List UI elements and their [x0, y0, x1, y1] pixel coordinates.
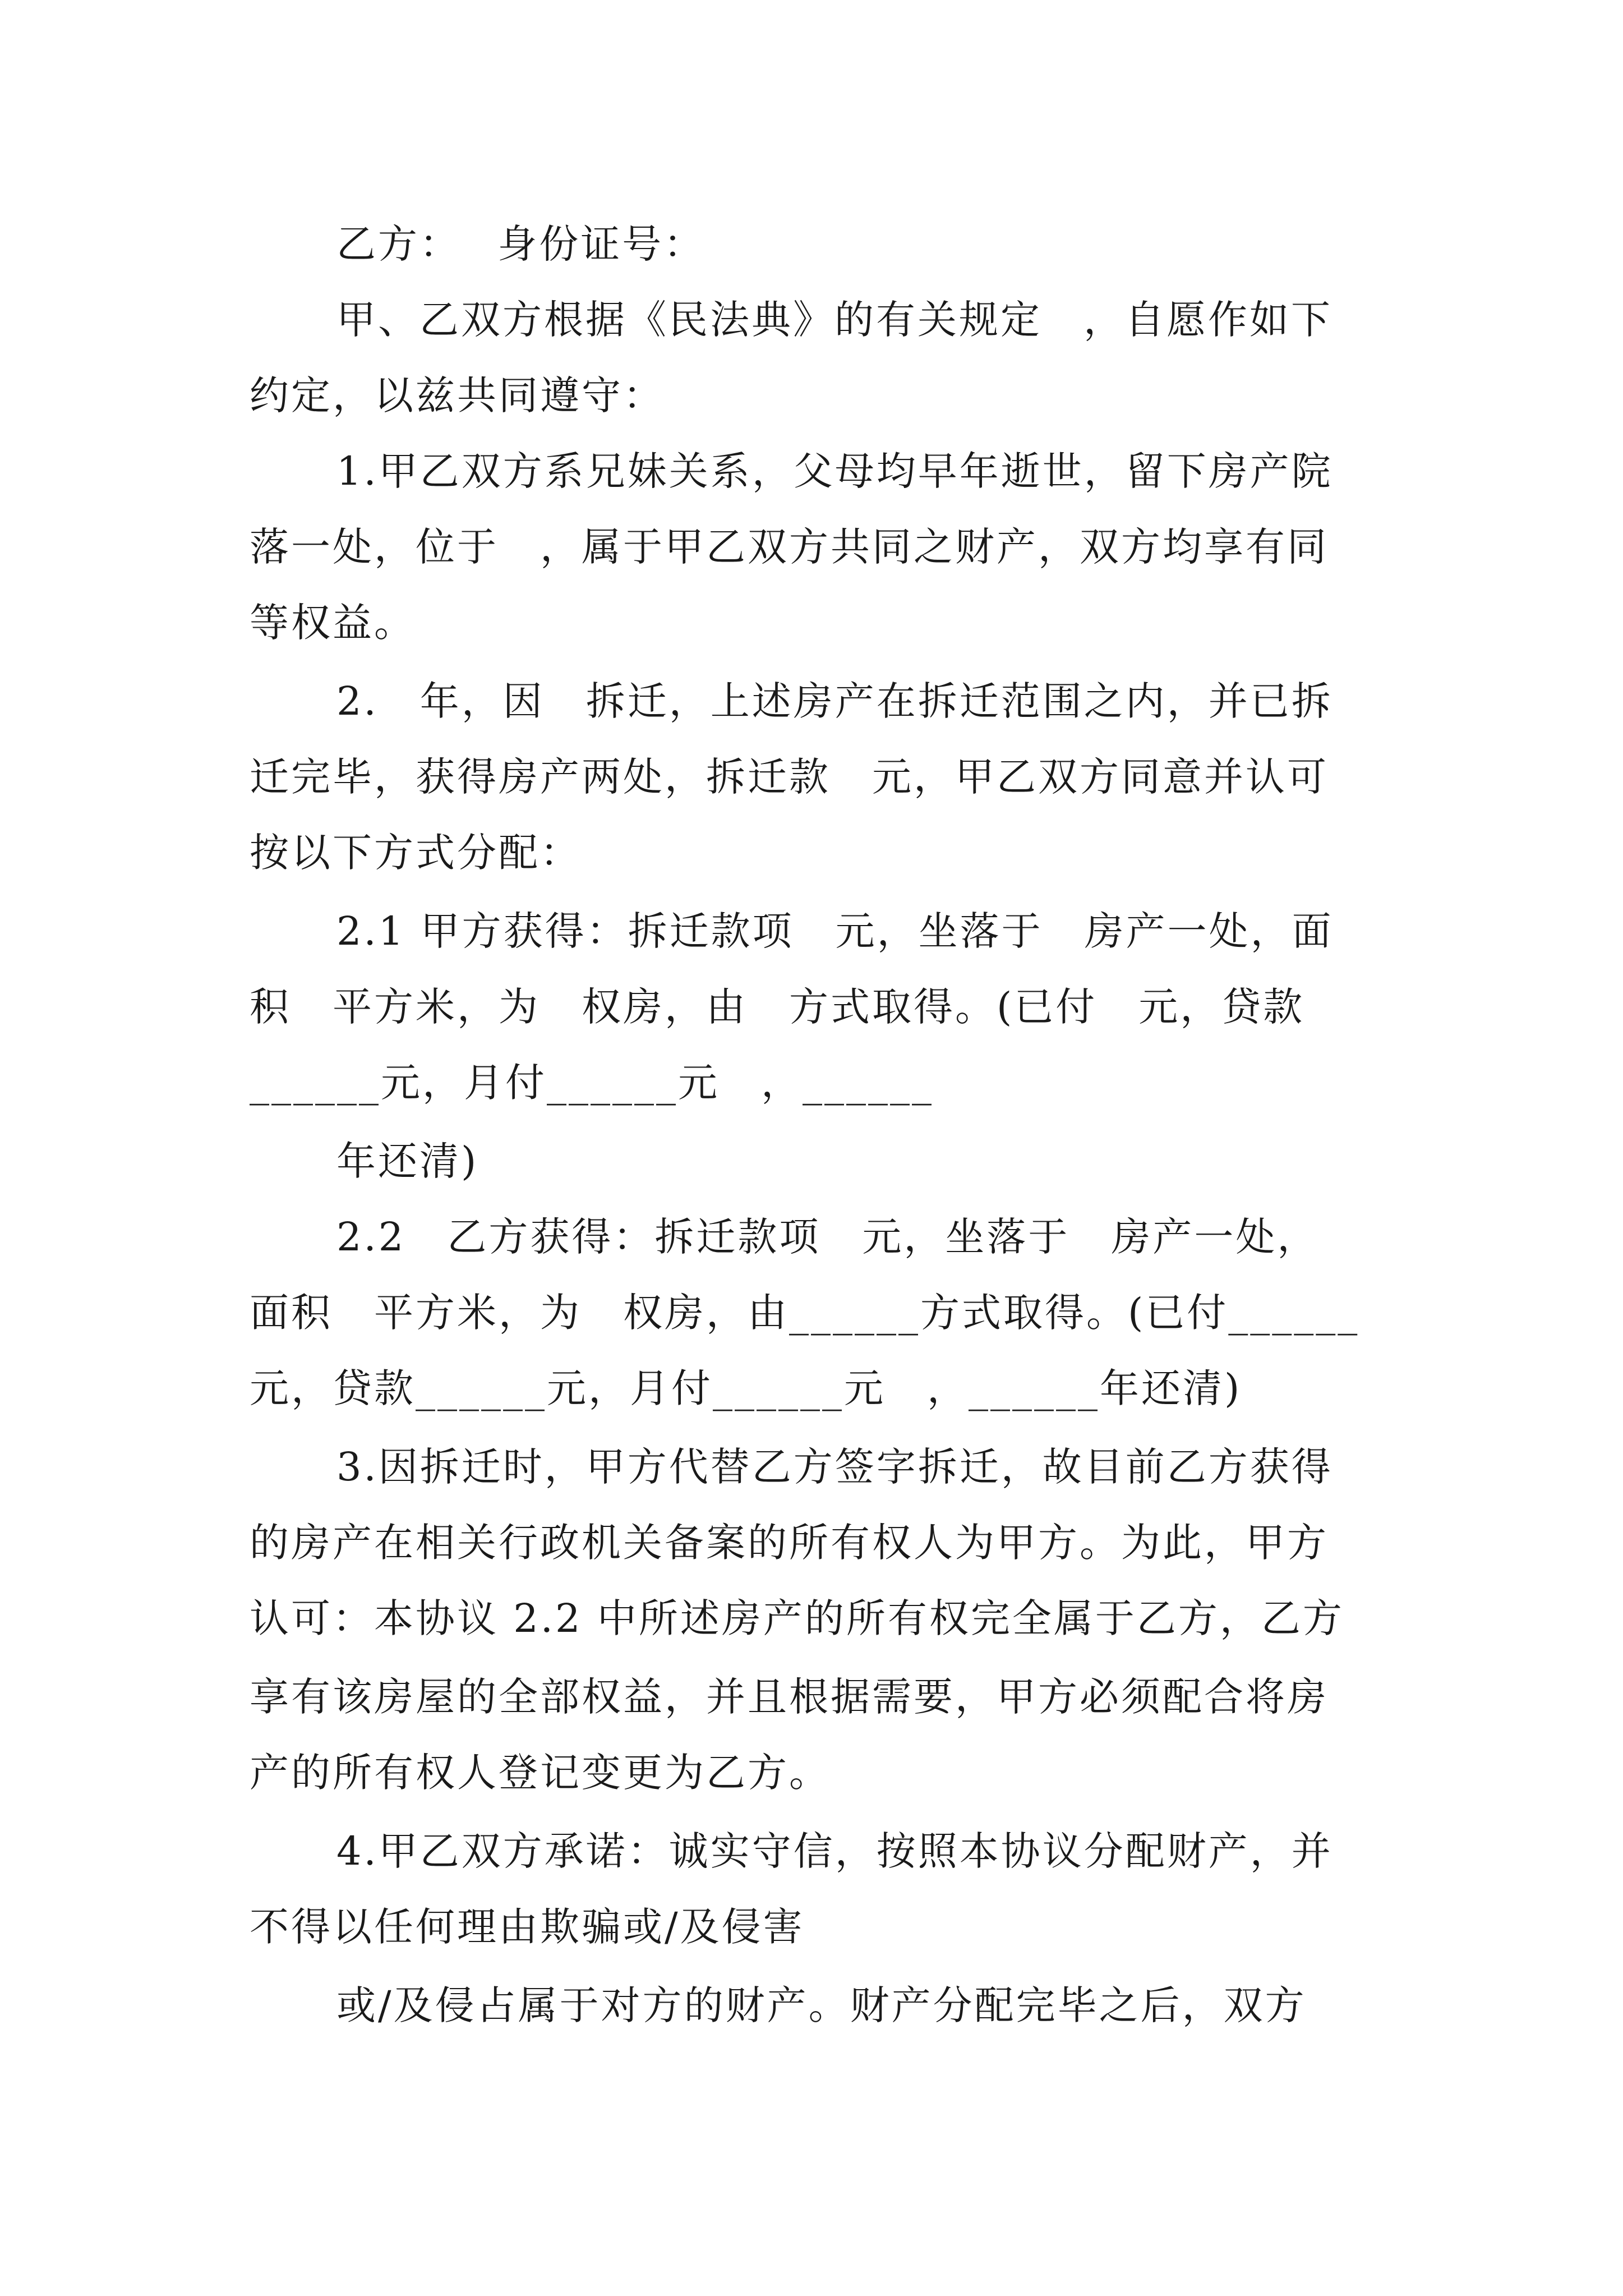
text-line: 面积 平方米，为 权房，由______方式取得。(已付______	[250, 1290, 1360, 1336]
text-line: 的房产在相关行政机关备案的所有权人为甲方。为此，甲方	[250, 1520, 1329, 1566]
text-line: 年还清)	[336, 1138, 479, 1184]
text-line: ______元，月付______元 ，______	[250, 1060, 934, 1106]
text-line: 1.甲乙双方系兄妹关系，父母均早年逝世，留下房产院	[336, 448, 1333, 494]
text-line: 积 平方米，为 权房，由 方式取得。(已付 元，贷款	[250, 984, 1305, 1030]
text-line: 迁完毕，获得房产两处，拆迁款 元，甲乙双方同意并认可	[250, 754, 1329, 800]
text-line: 元，贷款______元，月付______元 ，______年还清)	[250, 1365, 1242, 1411]
text-line: 落一处，位于 ，属于甲乙双方共同之财产，双方均享有同	[250, 524, 1329, 570]
text-line: 3.因拆迁时，甲方代替乙方签字拆迁，故目前乙方获得	[336, 1444, 1333, 1490]
text-line: 或/及侵占属于对方的财产。财产分配完毕之后，双方	[336, 1982, 1307, 2028]
text-line: 约定，以兹共同遵守：	[250, 372, 665, 418]
text-line: 按以下方式分配：	[250, 830, 582, 876]
text-line: 产的所有权人登记变更为乙方。	[250, 1750, 831, 1796]
text-line: 2.1 甲方获得：拆迁款项 元，坐落于 房产一处，面	[336, 908, 1334, 954]
text-line: 甲、乙双方根据《民法典》的有关规定 ，自愿作如下	[336, 297, 1332, 343]
text-line: 2.2 乙方获得：拆迁款项 元，坐落于 房产一处，	[336, 1214, 1319, 1260]
text-line: 乙方： 身份证号：	[336, 221, 706, 267]
text-line: 2. 年，因 拆迁，上述房产在拆迁范围之内，并已拆	[336, 678, 1333, 724]
text-line: 不得以任何理由欺骗或/及侵害	[250, 1904, 805, 1950]
text-line: 认可：本协议 2.2 中所述房产的所有权完全属于乙方，乙方	[250, 1595, 1344, 1641]
text-line: 享有该房屋的全部权益，并且根据需要，甲方必须配合将房	[250, 1674, 1329, 1720]
text-line: 等权益。	[250, 600, 416, 646]
text-line: 4.甲乙双方承诺：诚实守信，按照本协议分配财产，并	[336, 1828, 1333, 1874]
